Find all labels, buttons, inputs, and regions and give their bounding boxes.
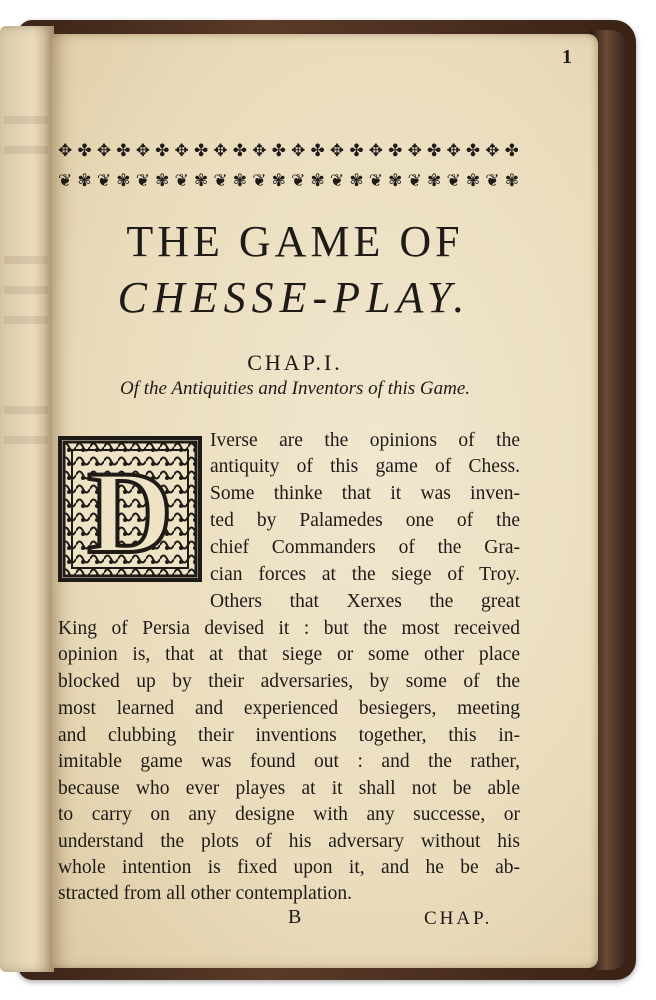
chapter-heading: CHAP.I. <box>247 350 343 375</box>
chapter-subtitle: Of the Antiquities and Inventors of this Game. <box>119 378 471 399</box>
title-line-2: CHESSE-PLAY. <box>117 273 471 322</box>
decorated-initial <box>58 436 202 582</box>
text-line: King of Persia devised it : but the most received <box>58 618 520 639</box>
signature-mark: B <box>288 906 302 928</box>
facing-page <box>0 26 54 972</box>
text-line: Others that Xerxes the great <box>210 591 520 612</box>
text-line: understand the plots of his adversary without his <box>58 831 520 852</box>
page-number: 1 <box>562 46 572 68</box>
text-line: imitable game was found out : and the rather, <box>58 751 520 772</box>
ornament-band-top: ✥ ✤ ✥ ✤ ✥ ✤ ✥ ✤ ✥ ✤ ✥ ✤ ✥ ✤ ✥ ✤ ✥ ✤ ✥ ✤ ✥ ✤ ✥ ✤ <box>58 141 518 161</box>
text-line: opinion is, that at that siege or some other place <box>58 644 520 665</box>
text-line: most learned and experienced besiegers, meeting <box>58 698 520 719</box>
text-line: whole intention is fixed upon it, and he be ab- <box>58 857 520 878</box>
text-line: chief Commanders of the Gra- <box>210 537 520 558</box>
text-line: stracted from all other contemplation. <box>58 883 353 904</box>
text-line: Iverse are the opinions of the <box>210 430 520 451</box>
ornament-band-bottom: ❦ ✾ ❦ ✾ ❦ ✾ ❦ ✾ ❦ ✾ ❦ ✾ ❦ ✾ ❦ ✾ ❦ ✾ ❦ ✾ ❦ ✾ ❦ ✾ <box>58 171 518 191</box>
catchword: CHAP. <box>424 908 493 929</box>
text-line: and clubbing their inventions together, this in- <box>58 725 520 746</box>
text-line: Some thinke that it was inven- <box>210 483 520 504</box>
text-line: ted by Palamedes one of the <box>210 510 520 531</box>
text-line: antiquity of this game of Chess. <box>210 456 520 477</box>
text-line: to carry on any designe with any successe, or <box>58 804 520 825</box>
text-line: because who ever playes at it shall not be able <box>58 778 520 799</box>
text-line: blocked up by their adversaries, by some of the <box>58 671 520 692</box>
dropcap-letter: D <box>87 447 173 578</box>
title-line-1: THE GAME OF <box>126 217 464 266</box>
text-line: cian forces at the siege of Troy. <box>210 564 520 585</box>
